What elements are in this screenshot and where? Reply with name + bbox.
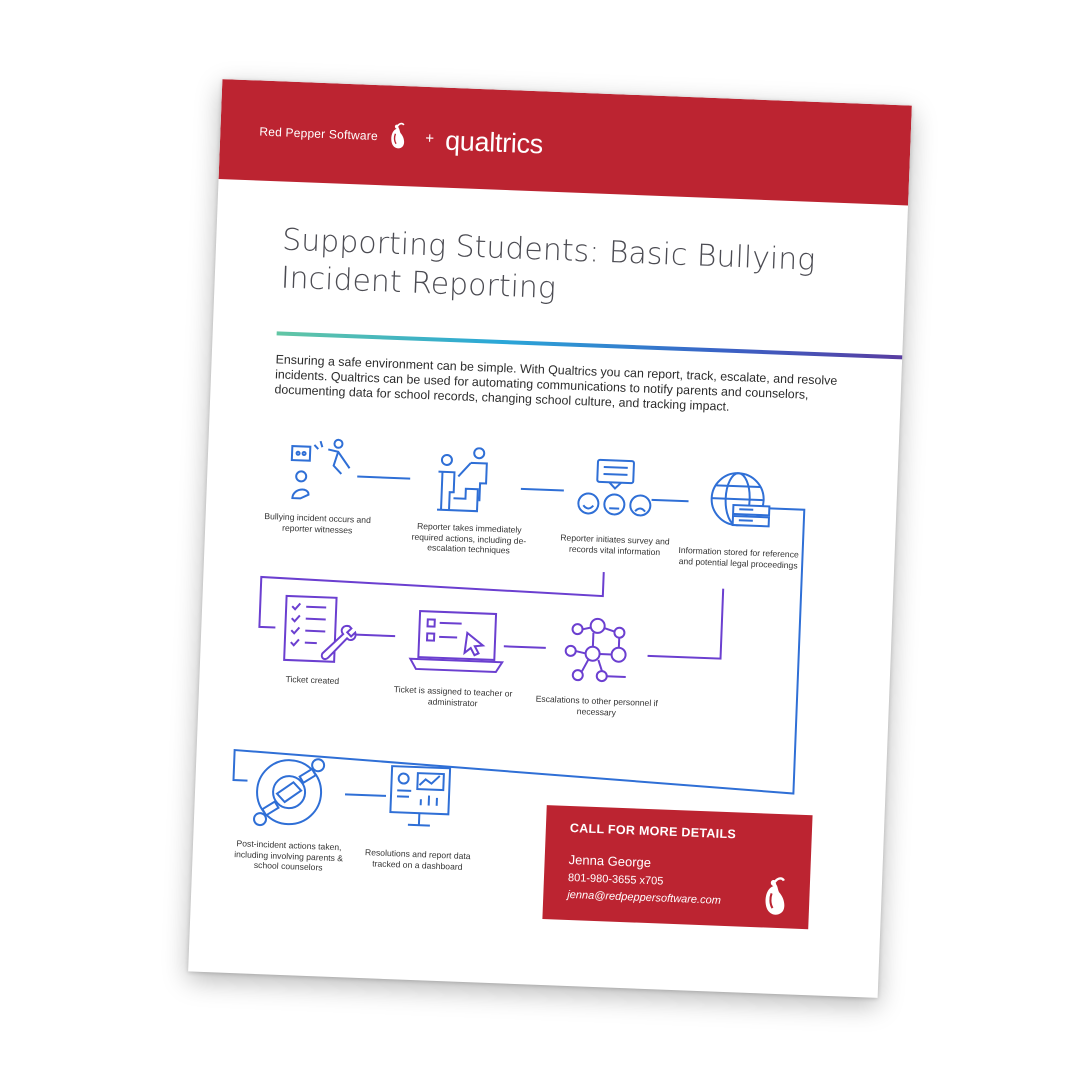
- contact-name: Jenna George: [568, 851, 652, 871]
- contact-card: [542, 805, 812, 929]
- step-4-label: Information stored for reference and potential legal proceedings: [678, 544, 799, 571]
- contact-email[interactable]: jenna@redpeppersoftware.com: [567, 888, 722, 907]
- intro-paragraph: Ensuring a safe environment can be simple. With Qualtrics you can report, track, escalate, and resolve incidents. Qualtrics can be used for automating communications to notify parents and counselors, documenting data for school records, changing school culture, and tracking impact.: [274, 352, 838, 415]
- plus-sign: +: [424, 129, 435, 148]
- bystander-icon: [286, 436, 359, 509]
- contact-heading: CALL FOR MORE DETAILS: [569, 820, 737, 842]
- step-9-label: Resolutions and report data tracked on a dashboard: [364, 847, 471, 872]
- page-title: Supporting Students: Basic Bullying Incident Reporting: [280, 222, 816, 307]
- survey-faces-icon: [576, 457, 654, 522]
- red-pepper-logo-text: Red Pepper Software: [259, 124, 379, 144]
- step-5-label: Escalations to other personnel if necessary: [535, 693, 659, 718]
- checklist-wrench-icon: [278, 594, 361, 667]
- qualtrics-logo-text: qualtrics: [444, 125, 544, 160]
- contact-phone[interactable]: 801-980-3655 x705: [567, 871, 664, 888]
- step-6-label: Ticket is assigned to teacher or administrator: [393, 684, 513, 708]
- pepper-logo-icon: [757, 875, 793, 920]
- dashboard-icon: [388, 764, 452, 832]
- globe-server-icon: [708, 470, 772, 534]
- flyer-page: [188, 79, 912, 998]
- step-7-label: Ticket created: [285, 673, 340, 687]
- cycle-people-icon: [248, 753, 333, 832]
- laptop-checklist-icon: [408, 607, 507, 681]
- step-3-label: Reporter initiates survey and records vital information: [560, 532, 670, 557]
- network-people-icon: [561, 615, 636, 688]
- step-2-label: Reporter takes immediately required actions, including de-escalation techniques: [411, 520, 527, 556]
- helping-hand-icon: [431, 445, 500, 517]
- step-1-label: Bullying incident occurs and reporter witnesses: [264, 511, 372, 535]
- step-8-label: Post-incident actions taken, including involving parents & school counselors: [234, 838, 344, 873]
